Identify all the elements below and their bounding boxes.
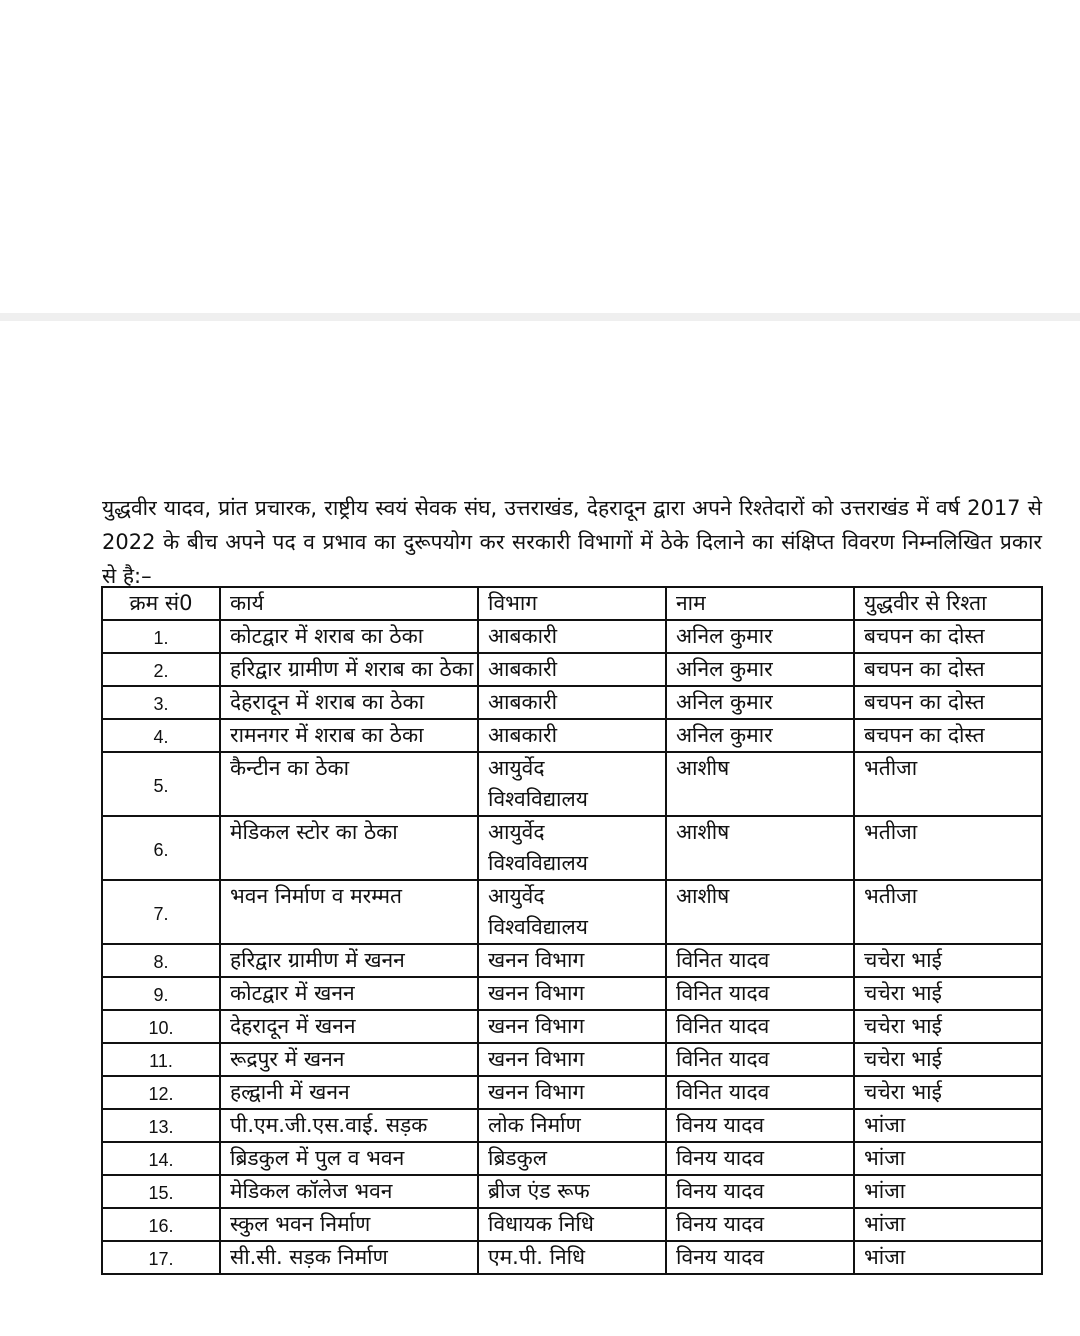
name-cell: आशीष bbox=[666, 880, 854, 944]
serial-cell: 11. bbox=[102, 1043, 220, 1076]
work-cell: देहरादून में खनन bbox=[220, 1010, 478, 1043]
department-cell: आबकारी bbox=[478, 620, 666, 653]
table-row bbox=[102, 1241, 1042, 1274]
name-cell: विनय यादव bbox=[666, 1208, 854, 1241]
name-cell: विनय यादव bbox=[666, 1109, 854, 1142]
department-cell: आयुर्वेद विश्वविद्यालय bbox=[478, 752, 666, 816]
serial-cell: 4. bbox=[102, 719, 220, 752]
serial-cell: 8. bbox=[102, 944, 220, 977]
table-row bbox=[102, 1010, 1042, 1043]
header-work: कार्य bbox=[220, 587, 478, 620]
department-cell: एम.पी. निधि bbox=[478, 1241, 666, 1274]
department-cell: आबकारी bbox=[478, 686, 666, 719]
name-cell: अनिल कुमार bbox=[666, 620, 854, 653]
serial-cell: 16. bbox=[102, 1208, 220, 1241]
relation-cell: चचेरा भाई bbox=[854, 944, 1042, 977]
relation-cell: भांजा bbox=[854, 1109, 1042, 1142]
work-cell: पी.एम.जी.एस.वाई. सड़क bbox=[220, 1109, 478, 1142]
department-cell: ब्रिडकुल bbox=[478, 1142, 666, 1175]
name-cell: विनय यादव bbox=[666, 1142, 854, 1175]
relation-cell: चचेरा भाई bbox=[854, 1010, 1042, 1043]
relation-cell: चचेरा भाई bbox=[854, 977, 1042, 1010]
work-cell: देहरादून में शराब का ठेका bbox=[220, 686, 478, 719]
relation-cell: भांजा bbox=[854, 1175, 1042, 1208]
table-header-row bbox=[102, 587, 1042, 620]
relation-cell: बचपन का दोस्त bbox=[854, 620, 1042, 653]
work-cell: भवन निर्माण व मरम्मत bbox=[220, 880, 478, 944]
serial-cell: 1. bbox=[102, 620, 220, 653]
serial-cell: 17. bbox=[102, 1241, 220, 1274]
work-cell: मेडिकल स्टोर का ठेका bbox=[220, 816, 478, 880]
table-row bbox=[102, 686, 1042, 719]
relation-cell: चचेरा भाई bbox=[854, 1043, 1042, 1076]
work-cell: सी.सी. सड़क निर्माण bbox=[220, 1241, 478, 1274]
serial-cell: 5. bbox=[102, 752, 220, 816]
header-name: नाम bbox=[666, 587, 854, 620]
serial-cell: 12. bbox=[102, 1076, 220, 1109]
table-row bbox=[102, 752, 1042, 816]
relation-cell: भांजा bbox=[854, 1208, 1042, 1241]
department-cell: आयुर्वेद विश्वविद्यालय bbox=[478, 816, 666, 880]
department-cell: खनन विभाग bbox=[478, 1076, 666, 1109]
department-cell: खनन विभाग bbox=[478, 1010, 666, 1043]
work-cell: ब्रिडकुल में पुल व भवन bbox=[220, 1142, 478, 1175]
department-cell: आबकारी bbox=[478, 719, 666, 752]
work-cell: कोटद्वार में शराब का ठेका bbox=[220, 620, 478, 653]
table-row bbox=[102, 1175, 1042, 1208]
name-cell: विनित यादव bbox=[666, 1010, 854, 1043]
serial-cell: 3. bbox=[102, 686, 220, 719]
department-cell: खनन विभाग bbox=[478, 977, 666, 1010]
table-row bbox=[102, 1043, 1042, 1076]
table-row bbox=[102, 620, 1042, 653]
serial-cell: 7. bbox=[102, 880, 220, 944]
work-cell: हरिद्वार ग्रामीण में खनन bbox=[220, 944, 478, 977]
serial-cell: 9. bbox=[102, 977, 220, 1010]
department-cell: आबकारी bbox=[478, 653, 666, 686]
work-cell: मेडिकल कॉलेज भवन bbox=[220, 1175, 478, 1208]
table-row bbox=[102, 719, 1042, 752]
relation-cell: बचपन का दोस्त bbox=[854, 719, 1042, 752]
serial-cell: 13. bbox=[102, 1109, 220, 1142]
name-cell: अनिल कुमार bbox=[666, 719, 854, 752]
serial-cell: 2. bbox=[102, 653, 220, 686]
relation-cell: भतीजा bbox=[854, 816, 1042, 880]
department-cell: खनन विभाग bbox=[478, 944, 666, 977]
header-relation: युद्धवीर से रिश्ता bbox=[854, 587, 1042, 620]
table-row bbox=[102, 880, 1042, 944]
name-cell: विनय यादव bbox=[666, 1175, 854, 1208]
page-break-band bbox=[0, 313, 1080, 321]
department-cell: लोक निर्माण bbox=[478, 1109, 666, 1142]
work-cell: स्कुल भवन निर्माण bbox=[220, 1208, 478, 1241]
table-row bbox=[102, 1109, 1042, 1142]
name-cell: विनित यादव bbox=[666, 944, 854, 977]
name-cell: अनिल कुमार bbox=[666, 686, 854, 719]
department-cell: विधायक निधि bbox=[478, 1208, 666, 1241]
header-serial: क्रम सं0 bbox=[102, 587, 220, 620]
name-cell: विनित यादव bbox=[666, 977, 854, 1010]
serial-cell: 14. bbox=[102, 1142, 220, 1175]
serial-cell: 10. bbox=[102, 1010, 220, 1043]
table-row bbox=[102, 1076, 1042, 1109]
work-cell: रामनगर में शराब का ठेका bbox=[220, 719, 478, 752]
table-row bbox=[102, 1208, 1042, 1241]
table-row bbox=[102, 944, 1042, 977]
serial-cell: 15. bbox=[102, 1175, 220, 1208]
relation-cell: भतीजा bbox=[854, 752, 1042, 816]
department-cell: ब्रीज एंड रूफ bbox=[478, 1175, 666, 1208]
intro-paragraph: युद्धवीर यादव, प्रांत प्रचारक, राष्ट्रीय स्वयं सेवक संघ, उत्तराखंड, देहरादून द्वारा अपने रिश्तेदारों को उत्तराखंड में वर्ष 2017 से 2022 के बीच अपने पद व प्रभाव का दुरूपयोग कर सरकारी विभागों में ठेके दिलाने का संक्षिप्त विवरण निम्नलिखित प्रकार से है:– bbox=[102, 496, 1042, 588]
work-cell: कैन्टीन का ठेका bbox=[220, 752, 478, 816]
relation-cell: भांजा bbox=[854, 1241, 1042, 1274]
contracts-table bbox=[101, 586, 1043, 1275]
relation-cell: बचपन का दोस्त bbox=[854, 653, 1042, 686]
table-body bbox=[102, 620, 1042, 1274]
table-row bbox=[102, 816, 1042, 880]
name-cell: विनित यादव bbox=[666, 1076, 854, 1109]
department-cell: आयुर्वेद विश्वविद्यालय bbox=[478, 880, 666, 944]
relation-cell: भांजा bbox=[854, 1142, 1042, 1175]
department-cell: खनन विभाग bbox=[478, 1043, 666, 1076]
name-cell: विनित यादव bbox=[666, 1043, 854, 1076]
relation-cell: भतीजा bbox=[854, 880, 1042, 944]
work-cell: हरिद्वार ग्रामीण में शराब का ठेका bbox=[220, 653, 478, 686]
header-department: विभाग bbox=[478, 587, 666, 620]
name-cell: आशीष bbox=[666, 816, 854, 880]
table-row bbox=[102, 1142, 1042, 1175]
work-cell: हल्द्वानी में खनन bbox=[220, 1076, 478, 1109]
name-cell: विनय यादव bbox=[666, 1241, 854, 1274]
name-cell: आशीष bbox=[666, 752, 854, 816]
work-cell: रूद्रपुर में खनन bbox=[220, 1043, 478, 1076]
work-cell: कोटद्वार में खनन bbox=[220, 977, 478, 1010]
serial-cell: 6. bbox=[102, 816, 220, 880]
table-row bbox=[102, 977, 1042, 1010]
table-row bbox=[102, 653, 1042, 686]
relation-cell: चचेरा भाई bbox=[854, 1076, 1042, 1109]
relation-cell: बचपन का दोस्त bbox=[854, 686, 1042, 719]
name-cell: अनिल कुमार bbox=[666, 653, 854, 686]
